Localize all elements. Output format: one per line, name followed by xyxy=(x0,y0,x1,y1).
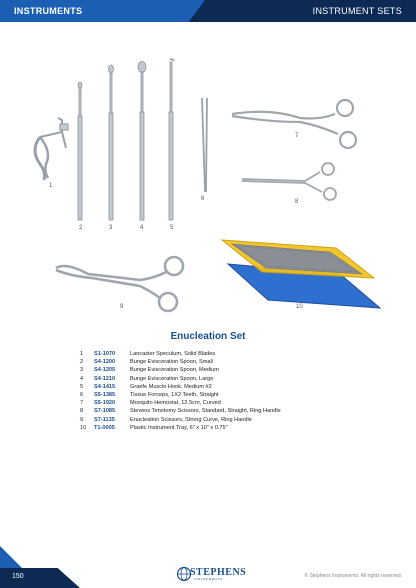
list-item xyxy=(80,358,400,366)
item-number: 6 xyxy=(80,391,84,398)
item-code: T1-0005 xyxy=(94,424,115,431)
item-list xyxy=(80,350,400,432)
item-description: Lancaster Speculum, Solid Blades xyxy=(130,351,216,357)
item-code: S4-1205 xyxy=(94,367,116,374)
figure-label-8: 8 xyxy=(295,199,299,205)
hemostat-illustration xyxy=(232,100,356,148)
list-item xyxy=(80,350,400,358)
item-description: Bunge Evisceration Spoon, Large xyxy=(130,375,214,382)
header-right-title: INSTRUMENT SETS xyxy=(312,6,402,16)
list-item xyxy=(80,424,400,432)
item-description: Bunge Evisceration Spoon, Medium xyxy=(130,367,219,374)
item-code: S7-1135 xyxy=(94,416,115,423)
item-code: S5-1920 xyxy=(94,400,116,407)
item-code: S7-1085 xyxy=(94,408,116,415)
figure-label-5: 5 xyxy=(170,225,174,231)
list-item xyxy=(80,391,400,399)
list-item xyxy=(80,399,400,407)
figure-label-10: 10 xyxy=(296,304,303,310)
figure-label-2: 2 xyxy=(79,225,83,231)
page-number: 150 xyxy=(12,573,24,580)
tissue-forceps-illustration xyxy=(202,98,207,192)
page-header xyxy=(0,0,416,22)
logo-subtitle: INSTRUMENTS xyxy=(194,577,223,581)
item-number: 7 xyxy=(80,400,84,407)
tenotomy-scissors-illustration xyxy=(242,163,336,200)
item-description: Bunge Evisceration Spoon, Small xyxy=(130,359,214,366)
item-number: 5 xyxy=(80,383,84,390)
spoons-and-hook-illustration xyxy=(78,59,174,220)
item-description: Mosquito Hemostat, 12.5cm, Curved xyxy=(130,400,221,407)
page-footer xyxy=(0,568,416,588)
item-description: Plastic Instrument Tray, 6" x 10" x 0.75" xyxy=(130,424,228,431)
item-number: 1 xyxy=(80,351,84,357)
item-code: S1-1070 xyxy=(94,351,116,357)
figure-label-6: 6 xyxy=(201,196,205,202)
item-number: 3 xyxy=(80,367,84,374)
copyright-notice: © Stephens Instruments. All rights reserved. xyxy=(304,573,402,579)
figure-label-7: 7 xyxy=(295,133,299,139)
item-number: 9 xyxy=(80,416,84,423)
list-item xyxy=(80,407,400,415)
list-item xyxy=(80,366,400,374)
set-title: Enucleation Set xyxy=(170,331,246,342)
item-number: 10 xyxy=(80,424,87,431)
item-description: Enucleation Scissors, Strong Curve, Ring Handle xyxy=(130,416,252,423)
speculum-illustration xyxy=(35,118,68,180)
item-number: 4 xyxy=(80,375,84,382)
figure-label-3: 3 xyxy=(109,225,113,231)
item-description: Graefe Muscle Hook, Medium #2 xyxy=(130,383,212,390)
instrument-tray-illustration xyxy=(222,240,380,308)
item-number: 2 xyxy=(80,359,84,366)
item-number: 8 xyxy=(80,408,84,415)
item-code: S4-1210 xyxy=(94,375,116,382)
logo-wordmark: STEPHENS xyxy=(190,567,247,578)
figure-label-1: 1 xyxy=(49,183,53,189)
instrument-figure xyxy=(0,22,416,322)
item-code: S5-1385 xyxy=(94,391,116,398)
list-item xyxy=(80,416,400,424)
figure-label-4: 4 xyxy=(140,225,144,231)
header-left-title: INSTRUMENTS xyxy=(14,6,83,16)
instrument-illustration xyxy=(0,22,416,322)
item-code: S4-1200 xyxy=(94,359,116,366)
item-description: Stevens Tenotomy Scissors, Standard, Straight, Ring Handle xyxy=(130,408,281,415)
list-item xyxy=(80,375,400,383)
item-description: Tissue Forceps, 1X2 Teeth, Straight xyxy=(130,391,219,398)
figure-label-9: 9 xyxy=(120,304,124,310)
company-logo xyxy=(176,566,247,582)
list-item xyxy=(80,383,400,391)
item-code: S4-1415 xyxy=(94,383,116,390)
enucleation-scissors-illustration xyxy=(56,257,183,311)
